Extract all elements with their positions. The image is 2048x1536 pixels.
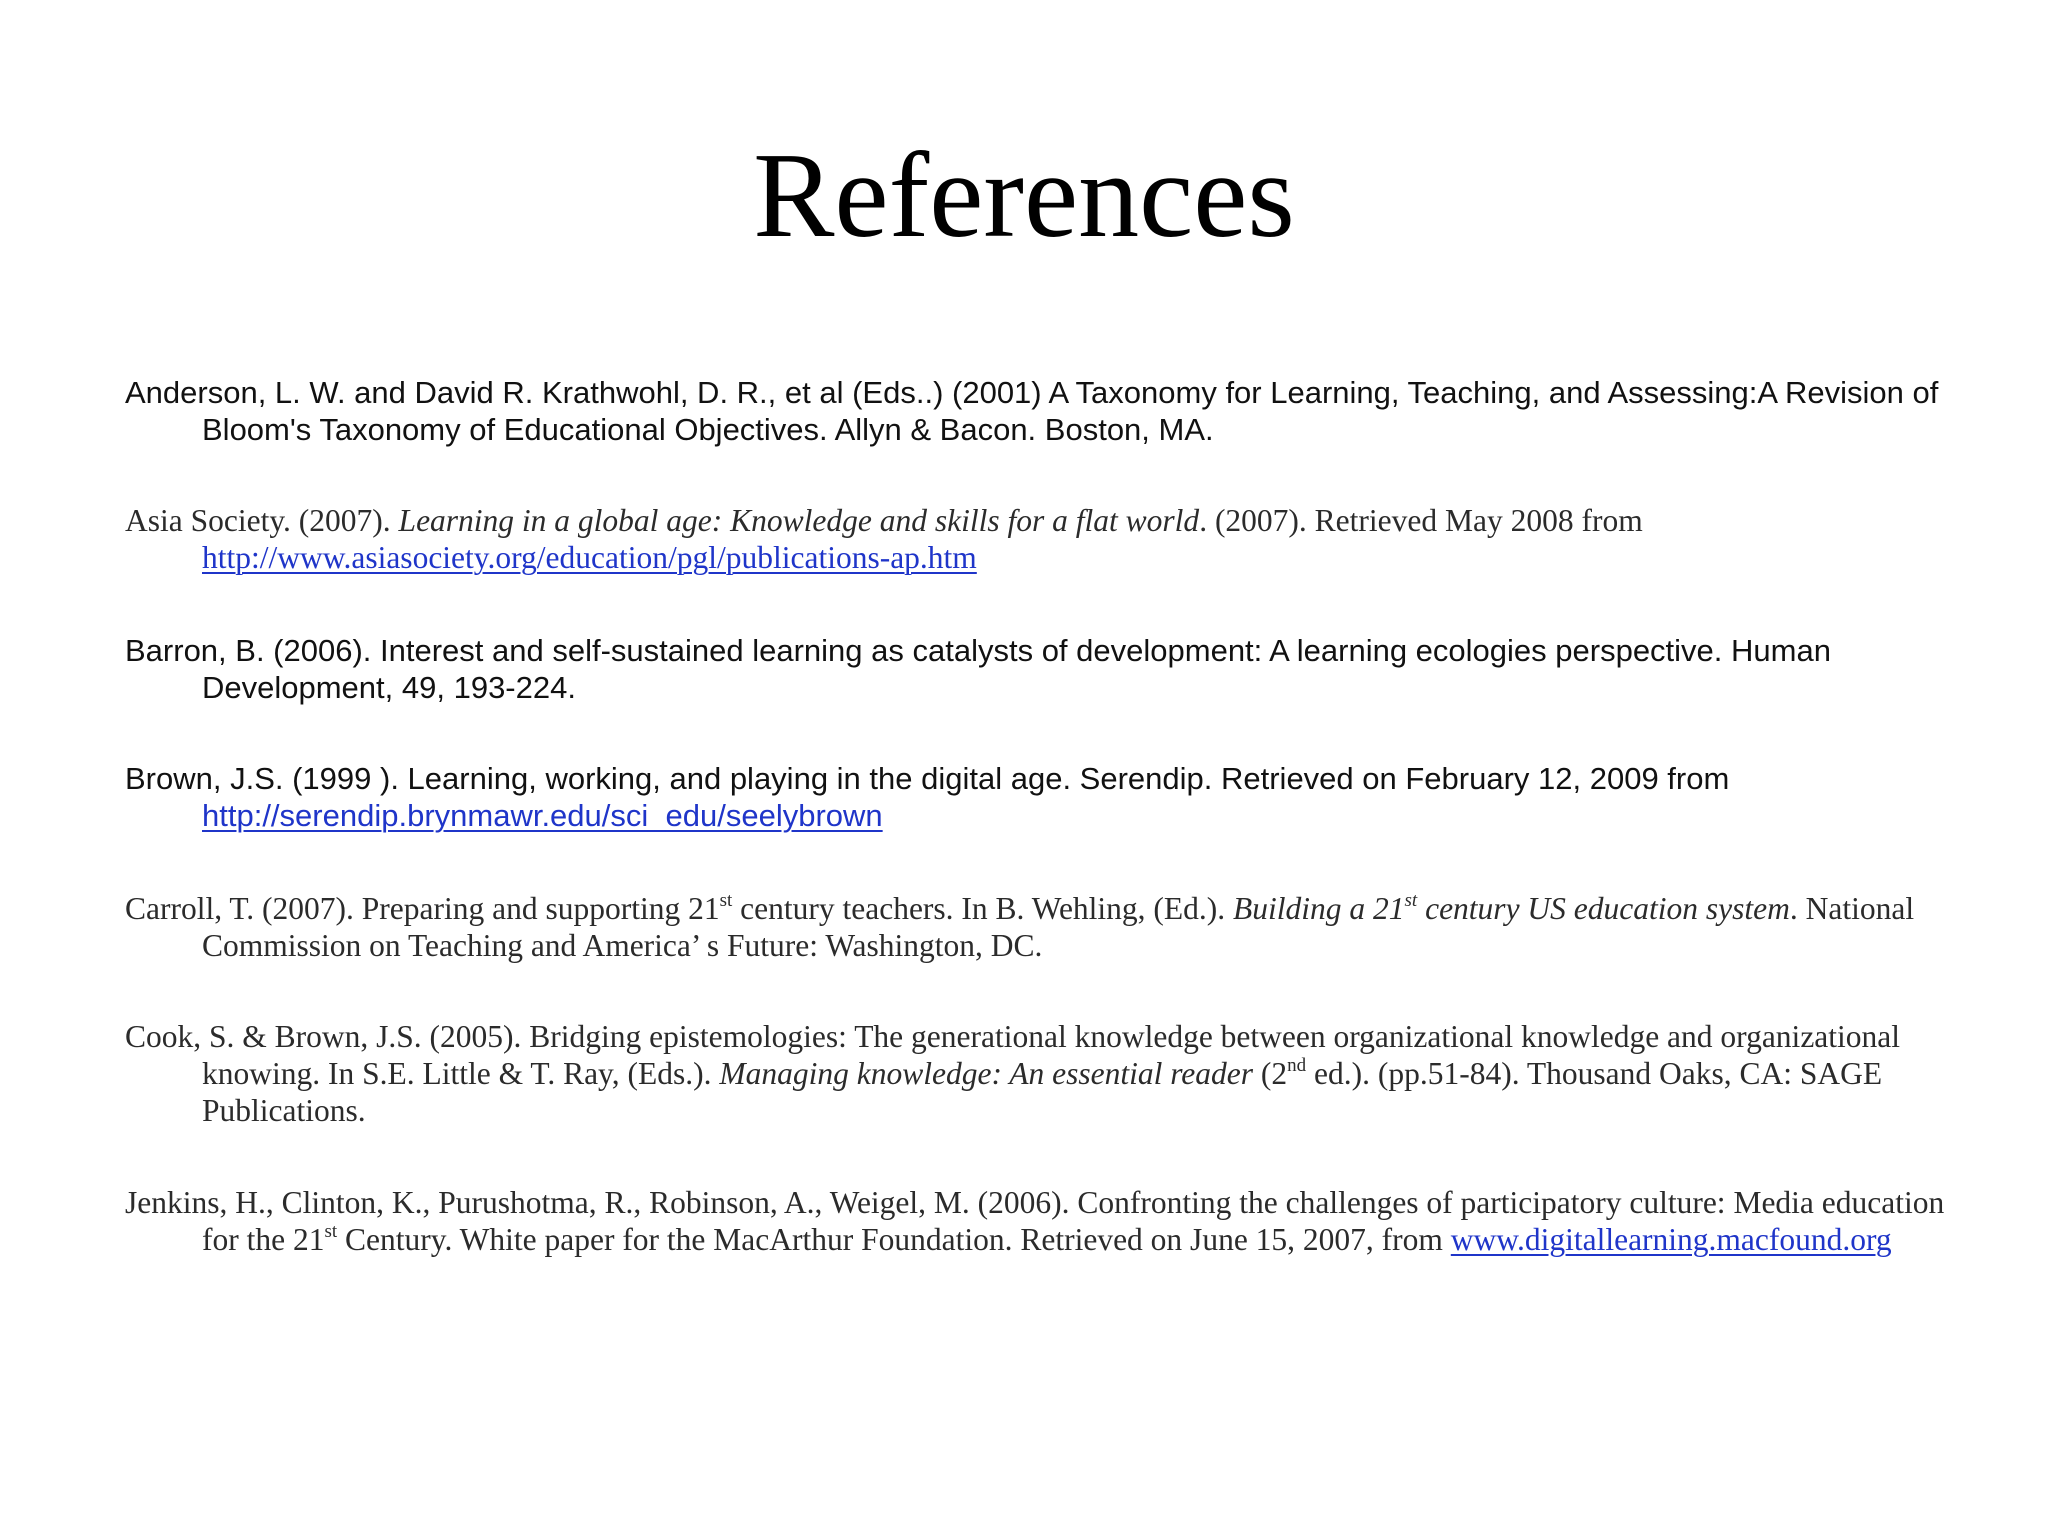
reference-title-part-2: century US education system	[1417, 891, 1790, 926]
reference-text-part-1: Jenkins, H., Clinton, K., Purushotma, R., Robinson, A., Weigel, M. (2006). Confronting the challenges of participatory culture: Media education for the 21	[125, 1185, 1945, 1257]
reference-prefix: Brown, J.S. (1999 ). Learning, working, and playing in the digital age. Serendip. Retrieved on February 12, 2009 from	[125, 761, 1730, 796]
reference-text-part-1: Carroll, T. (2007). Preparing and supporting 21	[125, 891, 720, 926]
reference-asia-society	[125, 502, 1945, 576]
asia-society-link[interactable]: http://www.asiasociety.org/education/pgl/publications-ap.htm	[202, 540, 977, 575]
reference-text-part-2: (2	[1253, 1056, 1288, 1091]
reference-anderson	[125, 374, 1945, 448]
serendip-link[interactable]: http://serendip.brynmawr.edu/sci_edu/seelybrown	[202, 798, 883, 833]
reference-carroll	[125, 890, 1945, 964]
title-ordinal-superscript: st	[1404, 889, 1418, 911]
reference-prefix: Asia Society. (2007).	[125, 503, 399, 538]
edition-superscript: nd	[1287, 1054, 1307, 1076]
reference-title: Learning in a global age: Knowledge and skills for a flat world	[398, 503, 1200, 538]
reference-text: Anderson, L. W. and David R. Krathwohl, D. R., et al (Eds..) (2001) A Taxonomy for Learning, Teaching, and Assessing:A Revision of Bloom's Taxonomy of Educational Objectives. Allyn & Bacon. Boston, MA.	[125, 375, 1939, 447]
reference-suffix: . (2007). Retrieved May 2008 from	[1199, 503, 1643, 538]
reference-barron	[125, 632, 1945, 706]
reference-text-part-2: Century. White paper for the MacArthur Foundation. Retrieved on June 15, 2007, from	[337, 1222, 1451, 1257]
reference-text: Barron, B. (2006). Interest and self-sustained learning as catalysts of development: A learning ecologies perspective. Human Development, 49, 193-224.	[125, 633, 1831, 705]
reference-text-part-3: . National Commission on Teaching and America’ s Future: Washington, DC.	[202, 891, 1915, 963]
slide-title: References	[753, 128, 1295, 263]
reference-brown	[125, 760, 1945, 834]
digital-learning-link[interactable]: www.digitallearning.macfound.org	[1450, 1222, 1892, 1257]
century-superscript: st	[324, 1220, 338, 1242]
reference-cook-brown	[125, 1018, 1945, 1129]
reference-title: Managing knowledge: An essential reader	[719, 1056, 1254, 1091]
reference-jenkins	[125, 1184, 1945, 1258]
reference-text-part-1: Cook, S. & Brown, J.S. (2005). Bridging epistemologies: The generational knowledge between organizational knowledge and organizational knowing. In S.E. Little & T. Ray, (Eds.).	[125, 1019, 1901, 1091]
reference-text-part-2: century teachers. In B. Wehling, (Ed.).	[732, 891, 1234, 926]
ordinal-superscript: st	[719, 889, 733, 911]
reference-text-part-3: ed.). (pp.51-84). Thousand Oaks, CA: SAGE Publications.	[202, 1056, 1883, 1128]
reference-title-part-1: Building a 21	[1233, 891, 1405, 926]
